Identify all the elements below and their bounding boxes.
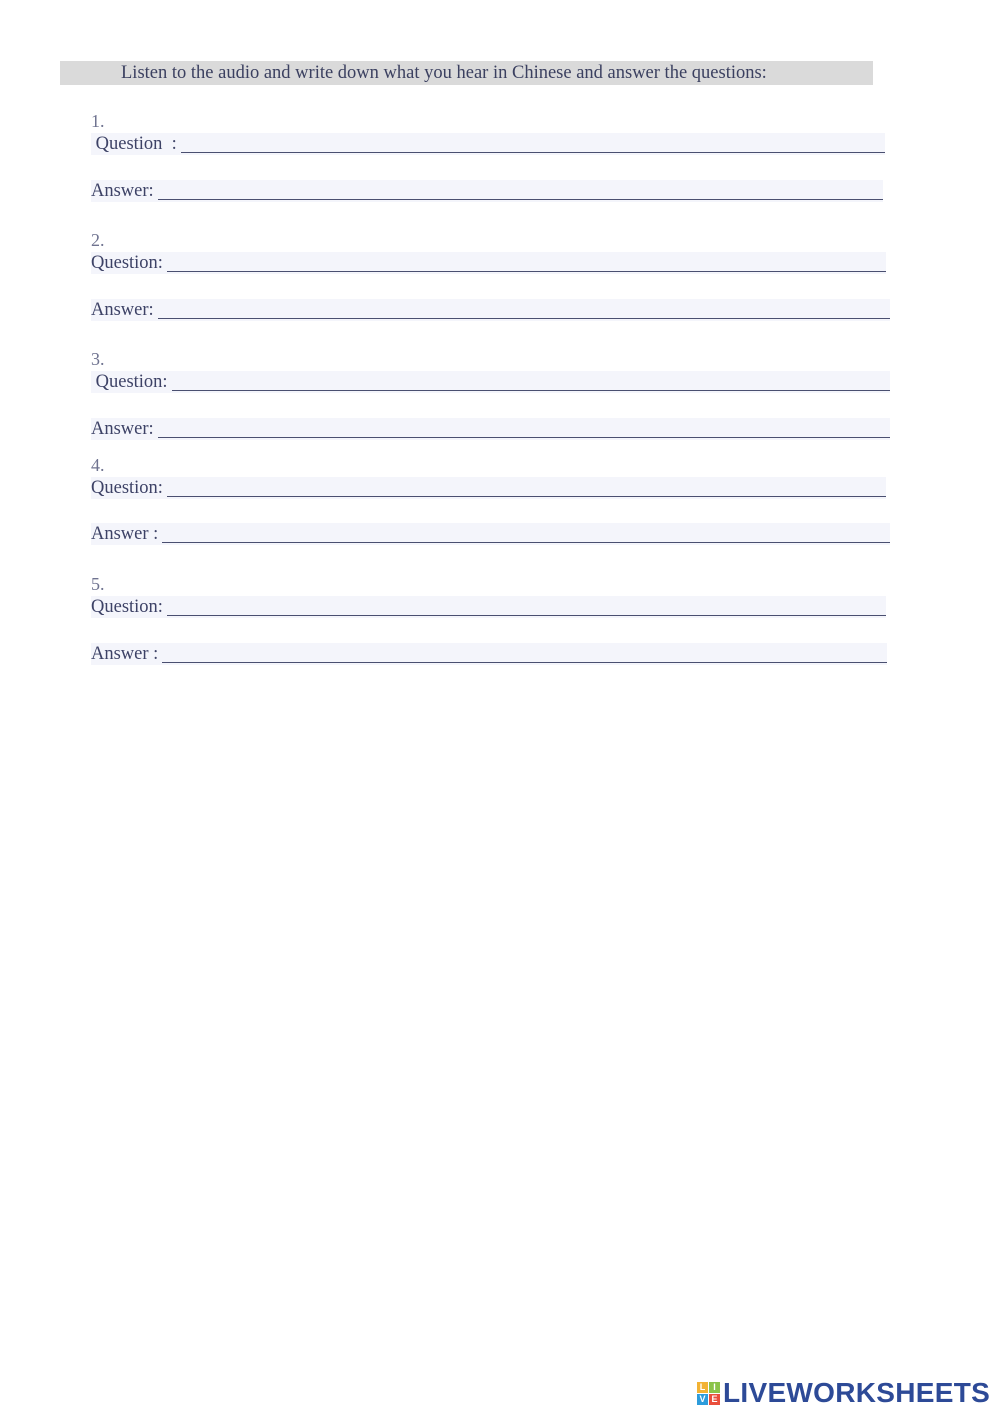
question-label: Question :	[91, 134, 177, 154]
question-row-1[interactable]	[91, 133, 885, 155]
question-label: Question:	[91, 372, 168, 392]
question-answer-line[interactable]	[167, 496, 886, 497]
question-answer-line[interactable]	[172, 390, 890, 391]
logo-letter: V	[697, 1394, 708, 1405]
logo-letter: E	[709, 1394, 720, 1405]
logo-letter: L	[697, 1382, 708, 1393]
answer-row-4[interactable]	[91, 523, 890, 545]
answer-line[interactable]	[158, 318, 890, 319]
question-label: Question:	[91, 597, 163, 617]
answer-label: Answer :	[91, 644, 159, 664]
instruction-banner: Listen to the audio and write down what you hear in Chinese and answer the questions:	[60, 61, 873, 85]
answer-label: Answer :	[91, 524, 159, 544]
answer-line[interactable]	[162, 542, 890, 543]
question-row-5[interactable]	[91, 596, 886, 618]
question-label: Question:	[91, 478, 163, 498]
question-label: Question:	[91, 253, 163, 273]
item-number-4: 4.	[91, 455, 105, 475]
item-number-3: 3.	[91, 349, 105, 369]
item-number-5: 5.	[91, 574, 105, 594]
answer-row-1[interactable]	[91, 180, 883, 202]
question-answer-line[interactable]	[167, 271, 886, 272]
question-row-4[interactable]	[91, 477, 886, 499]
liveworksheets-logo	[697, 1378, 990, 1408]
answer-line[interactable]	[158, 199, 883, 200]
answer-label: Answer:	[91, 300, 154, 320]
answer-line[interactable]	[158, 437, 890, 438]
answer-row-5[interactable]	[91, 643, 887, 665]
question-row-3[interactable]	[91, 371, 890, 393]
logo-text: LIVEWORKSHEETS	[723, 1377, 991, 1408]
answer-row-2[interactable]	[91, 299, 890, 321]
logo-mark-icon	[697, 1382, 720, 1405]
question-answer-line[interactable]	[167, 615, 886, 616]
question-answer-line[interactable]	[181, 152, 885, 153]
answer-label: Answer:	[91, 419, 154, 439]
logo-letter: I	[709, 1382, 720, 1393]
answer-line[interactable]	[162, 662, 887, 663]
item-number-1: 1.	[91, 111, 105, 131]
question-row-2[interactable]	[91, 252, 886, 274]
answer-label: Answer:	[91, 181, 154, 201]
item-number-2: 2.	[91, 230, 105, 250]
answer-row-3[interactable]	[91, 418, 890, 440]
